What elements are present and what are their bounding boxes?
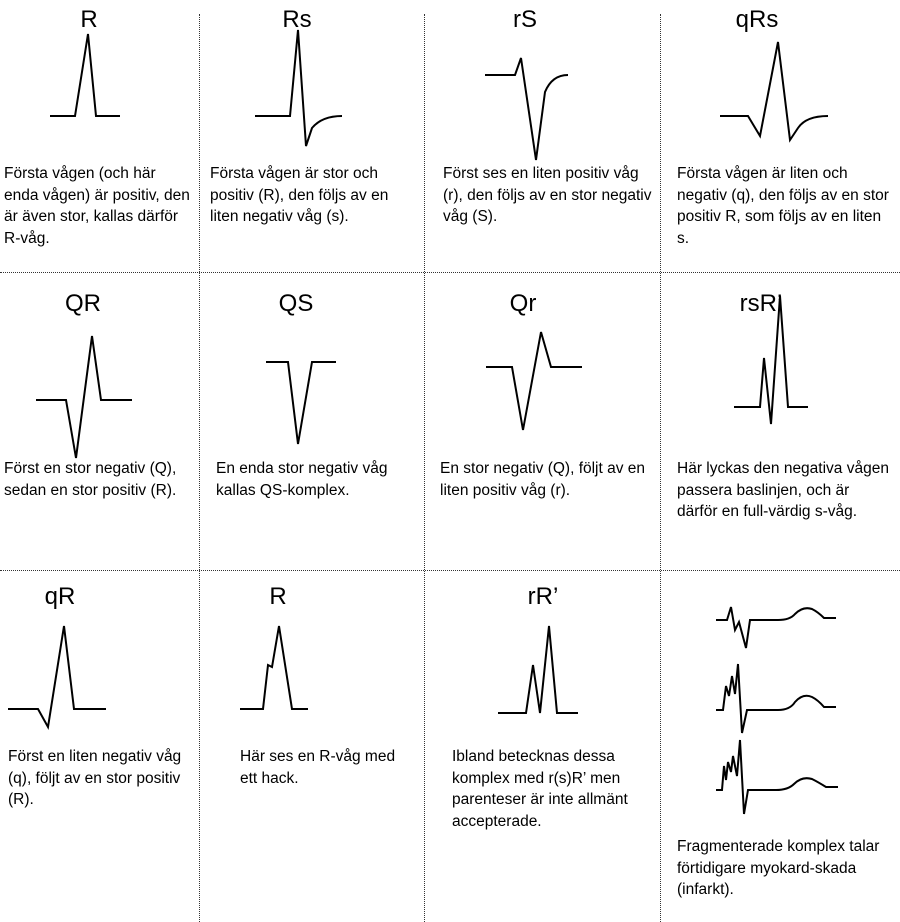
cell-2-description: Första vågen är stor och positiv (R), den följs av en liten negativ våg (s).	[210, 165, 389, 225]
cell-1-title: R	[80, 6, 98, 33]
cell-6-description: En enda stor negativ våg kallas QS-komplex.	[216, 460, 388, 499]
cell-5-title: QR	[65, 290, 101, 317]
waveform-r	[50, 34, 120, 116]
waveform-rs-small-r	[485, 58, 568, 160]
waveform-rsr-prime	[734, 296, 808, 424]
waveform-rs	[255, 30, 342, 146]
cell-4-description: Första vågen är liten och negativ (q), den följs av en stor positiv R, som följs av en liten s.	[677, 165, 889, 247]
waveform-qr-small-r	[486, 332, 582, 430]
cell-4-title: qRs	[735, 6, 779, 33]
cell-12-description: Fragmenterade komplex talar förtidigare myokard-skada (infarkt).	[677, 838, 880, 898]
waveform-qr-small-q	[8, 626, 106, 727]
cell-9-title: qR	[44, 583, 76, 610]
waveform-rr-prime	[498, 626, 578, 713]
waveform-notched-r	[240, 626, 308, 709]
cell-8-title: rsR’	[739, 290, 783, 317]
cell-7-description: En stor negativ (Q), följt av en liten positiv våg (r).	[440, 460, 646, 499]
cell-6-title: QS	[278, 290, 314, 317]
cell-10-title: R	[269, 583, 287, 610]
waveform-fragmented-1	[716, 607, 836, 648]
cell-9-description: Först en liten negativ våg (q), följt av en stor positiv (R).	[8, 748, 182, 808]
cell-7-title: Qr	[509, 290, 537, 317]
cell-11-title: rR’	[527, 583, 559, 610]
waveform-fragmented-2	[716, 664, 836, 733]
cell-3-title: rS	[513, 6, 537, 33]
cell-11-description: Ibland betecknas dessa komplex med r(s)R’ men parenteser är inte allmänt accepterade.	[452, 748, 628, 830]
cell-2-title: Rs	[282, 6, 312, 33]
cell-10-description: Här ses en R-våg med ett hack.	[240, 748, 396, 787]
waveform-qrs	[720, 42, 828, 140]
cell-8-description: Här lyckas den negativa vågen passera baslinjen, och är därför en full-värdig s-våg.	[677, 460, 889, 520]
waveform-qr	[36, 336, 132, 458]
cell-3-description: Först ses en liten positiv våg (r), den följs av en stor negativ våg (S).	[443, 165, 652, 225]
waveform-qs	[266, 362, 336, 444]
waveform-fragmented-3	[716, 740, 838, 814]
cell-1-description: Första vågen (och här enda vågen) är positiv, den är även stor, kallas därför R-våg.	[4, 165, 190, 247]
cell-5-description: Först en stor negativ (Q), sedan en stor positiv (R).	[4, 460, 177, 499]
